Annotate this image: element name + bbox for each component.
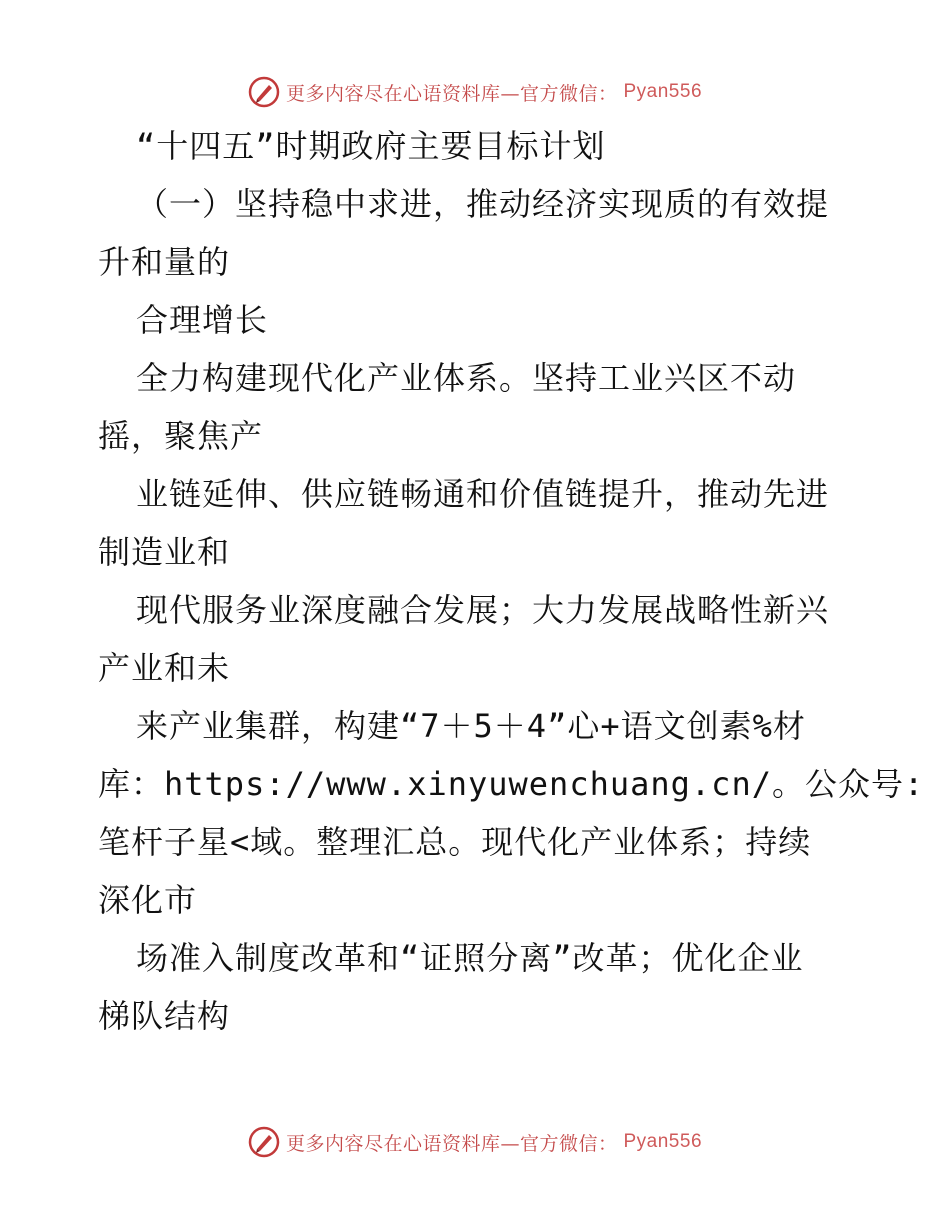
doc-line: （一）坚持稳中求进，推动经济实现质的有效提 (136, 185, 830, 223)
doc-line: 笔杆子星<域。整理汇总。现代化产业体系；持续 (98, 823, 812, 861)
doc-line: 场准入制度改革和“证照分离”改革；优化企业 (136, 939, 804, 977)
doc-line: 梯队结构 (98, 997, 231, 1035)
doc-line: 库：https://www.xinyuwenchuang.cn/。公众号: (98, 765, 925, 803)
doc-line: 业链延伸、供应链畅通和价值链提升，推动先进 (136, 475, 830, 513)
watermark-text: 更多内容尽在心语资料库—官方微信： (285, 1132, 618, 1155)
doc-line: 深化市 (98, 881, 198, 919)
watermark-text: 更多内容尽在心语资料库—官方微信： (285, 82, 618, 105)
watermark-contact: Pyan556 (623, 81, 703, 102)
doc-line: 合理增长 (136, 301, 269, 339)
footer-watermark (0, 1122, 950, 1162)
doc-line: 产业和未 (98, 649, 231, 687)
doc-title: “十四五”时期政府主要目标计划 (136, 127, 606, 165)
doc-line: 全力构建现代化产业体系。坚持工业兴区不动 (136, 359, 797, 397)
header-watermark (0, 72, 950, 112)
watermark-contact: Pyan556 (623, 1131, 703, 1152)
doc-line: 现代服务业深度融合发展；大力发展战略性新兴 (136, 591, 830, 629)
document-body (98, 117, 925, 1045)
doc-line: 升和量的 (98, 243, 231, 281)
doc-line: 来产业集群，构建“7＋5＋4”心+语文创素%材 (136, 707, 806, 745)
doc-line: 摇，聚焦产 (98, 417, 264, 455)
red-quill-seal-icon (248, 1126, 280, 1158)
doc-line: 制造业和 (98, 533, 231, 571)
red-quill-seal-icon (248, 76, 280, 108)
